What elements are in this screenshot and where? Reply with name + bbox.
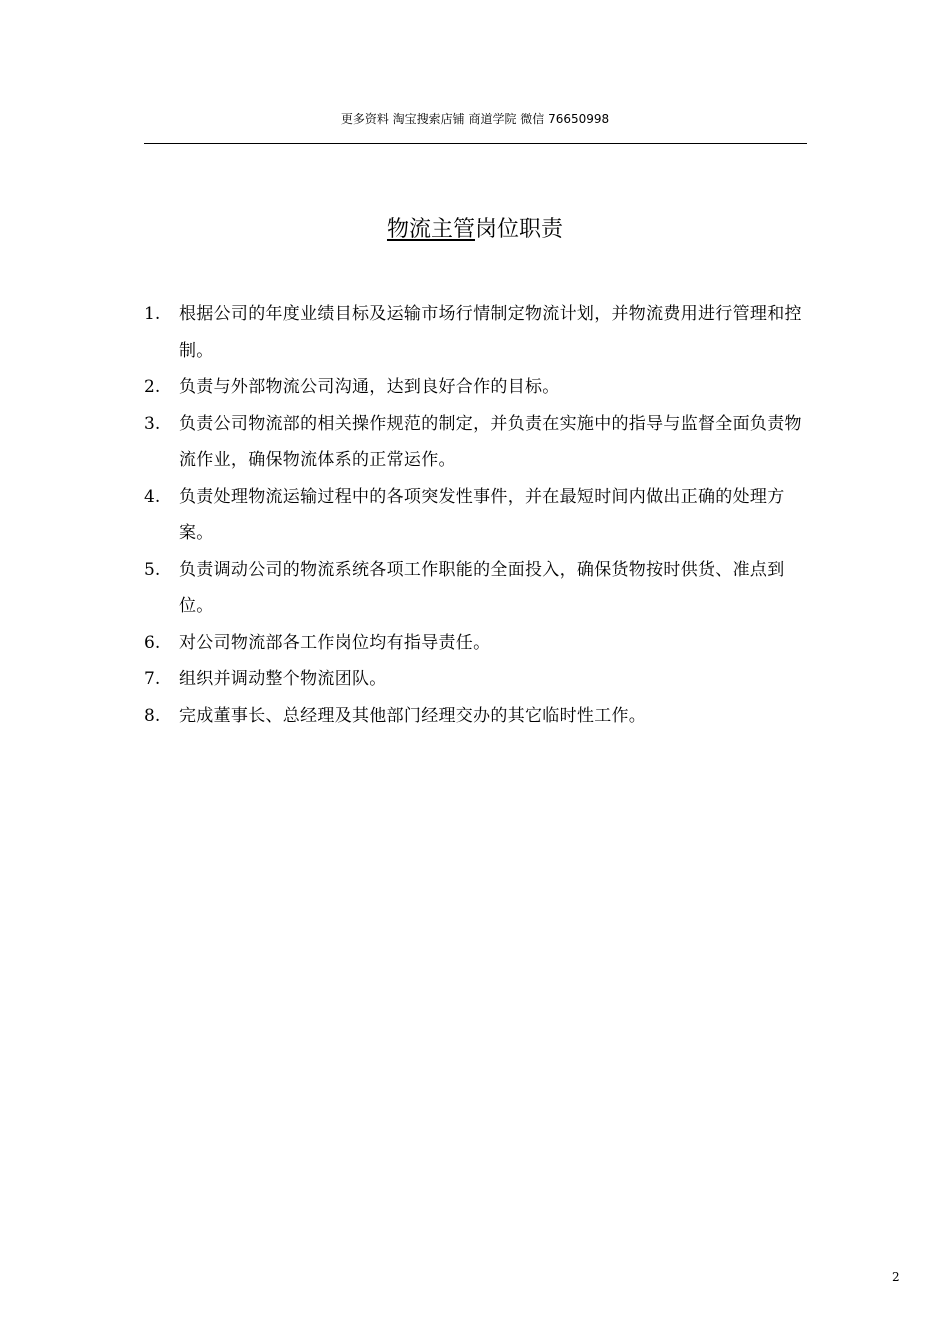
header-divider — [144, 143, 807, 144]
duty-item-1 — [144, 296, 806, 369]
duty-text: 负责公司物流部的相关操作规范的制定，并负责在实施中的指导与监督全面负责物流作业，确保物流体系的正常运作。 — [179, 413, 802, 470]
duty-item-8 — [144, 698, 806, 735]
header-text: 更多资料 淘宝搜索店铺 商道学院 微信 — [340, 112, 549, 126]
page-number: 2 — [892, 1270, 900, 1284]
title-underlined-part: 物流主管 — [386, 217, 475, 242]
duty-number: 8. — [144, 705, 161, 726]
duty-text: 根据公司的年度业绩目标及运输市场行情制定物流计划，并物流费用进行管理和控制。 — [179, 304, 802, 361]
duty-text: 对公司物流部各工作岗位均有指导责任。 — [179, 632, 491, 653]
duty-text: 负责处理物流运输过程中的各项突发性事件，并在最短时间内做出正确的处理方案。 — [179, 486, 785, 543]
duty-item-7 — [144, 661, 806, 698]
duty-number: 2. — [144, 377, 161, 397]
duty-text: 负责调动公司的物流系统各项工作职能的全面投入，确保货物按时供货、准点到位。 — [179, 559, 785, 616]
duty-item-3 — [144, 406, 806, 479]
duty-item-2 — [144, 369, 806, 406]
duty-number: 5. — [144, 559, 161, 580]
duty-text: 负责与外部物流公司沟通，达到良好合作的目标。 — [179, 377, 560, 397]
page-header — [144, 110, 806, 128]
duty-text: 组织并调动整个物流团队。 — [179, 669, 387, 689]
duty-list — [144, 296, 806, 734]
duty-number: 3. — [144, 413, 161, 434]
duty-text: 完成董事长、总经理及其他部门经理交办的其它临时性工作。 — [179, 705, 647, 726]
duty-number: 7. — [144, 669, 161, 689]
duty-item-5 — [144, 552, 806, 625]
header-wechat-id: 76650998 — [548, 112, 610, 126]
duty-item-4 — [144, 479, 806, 552]
duty-number: 1. — [144, 304, 161, 324]
duty-number: 6. — [144, 632, 161, 653]
duty-item-6 — [144, 625, 806, 662]
duty-number: 4. — [144, 486, 161, 507]
title-rest: 岗位职责 — [475, 217, 564, 242]
document-title — [144, 214, 806, 246]
